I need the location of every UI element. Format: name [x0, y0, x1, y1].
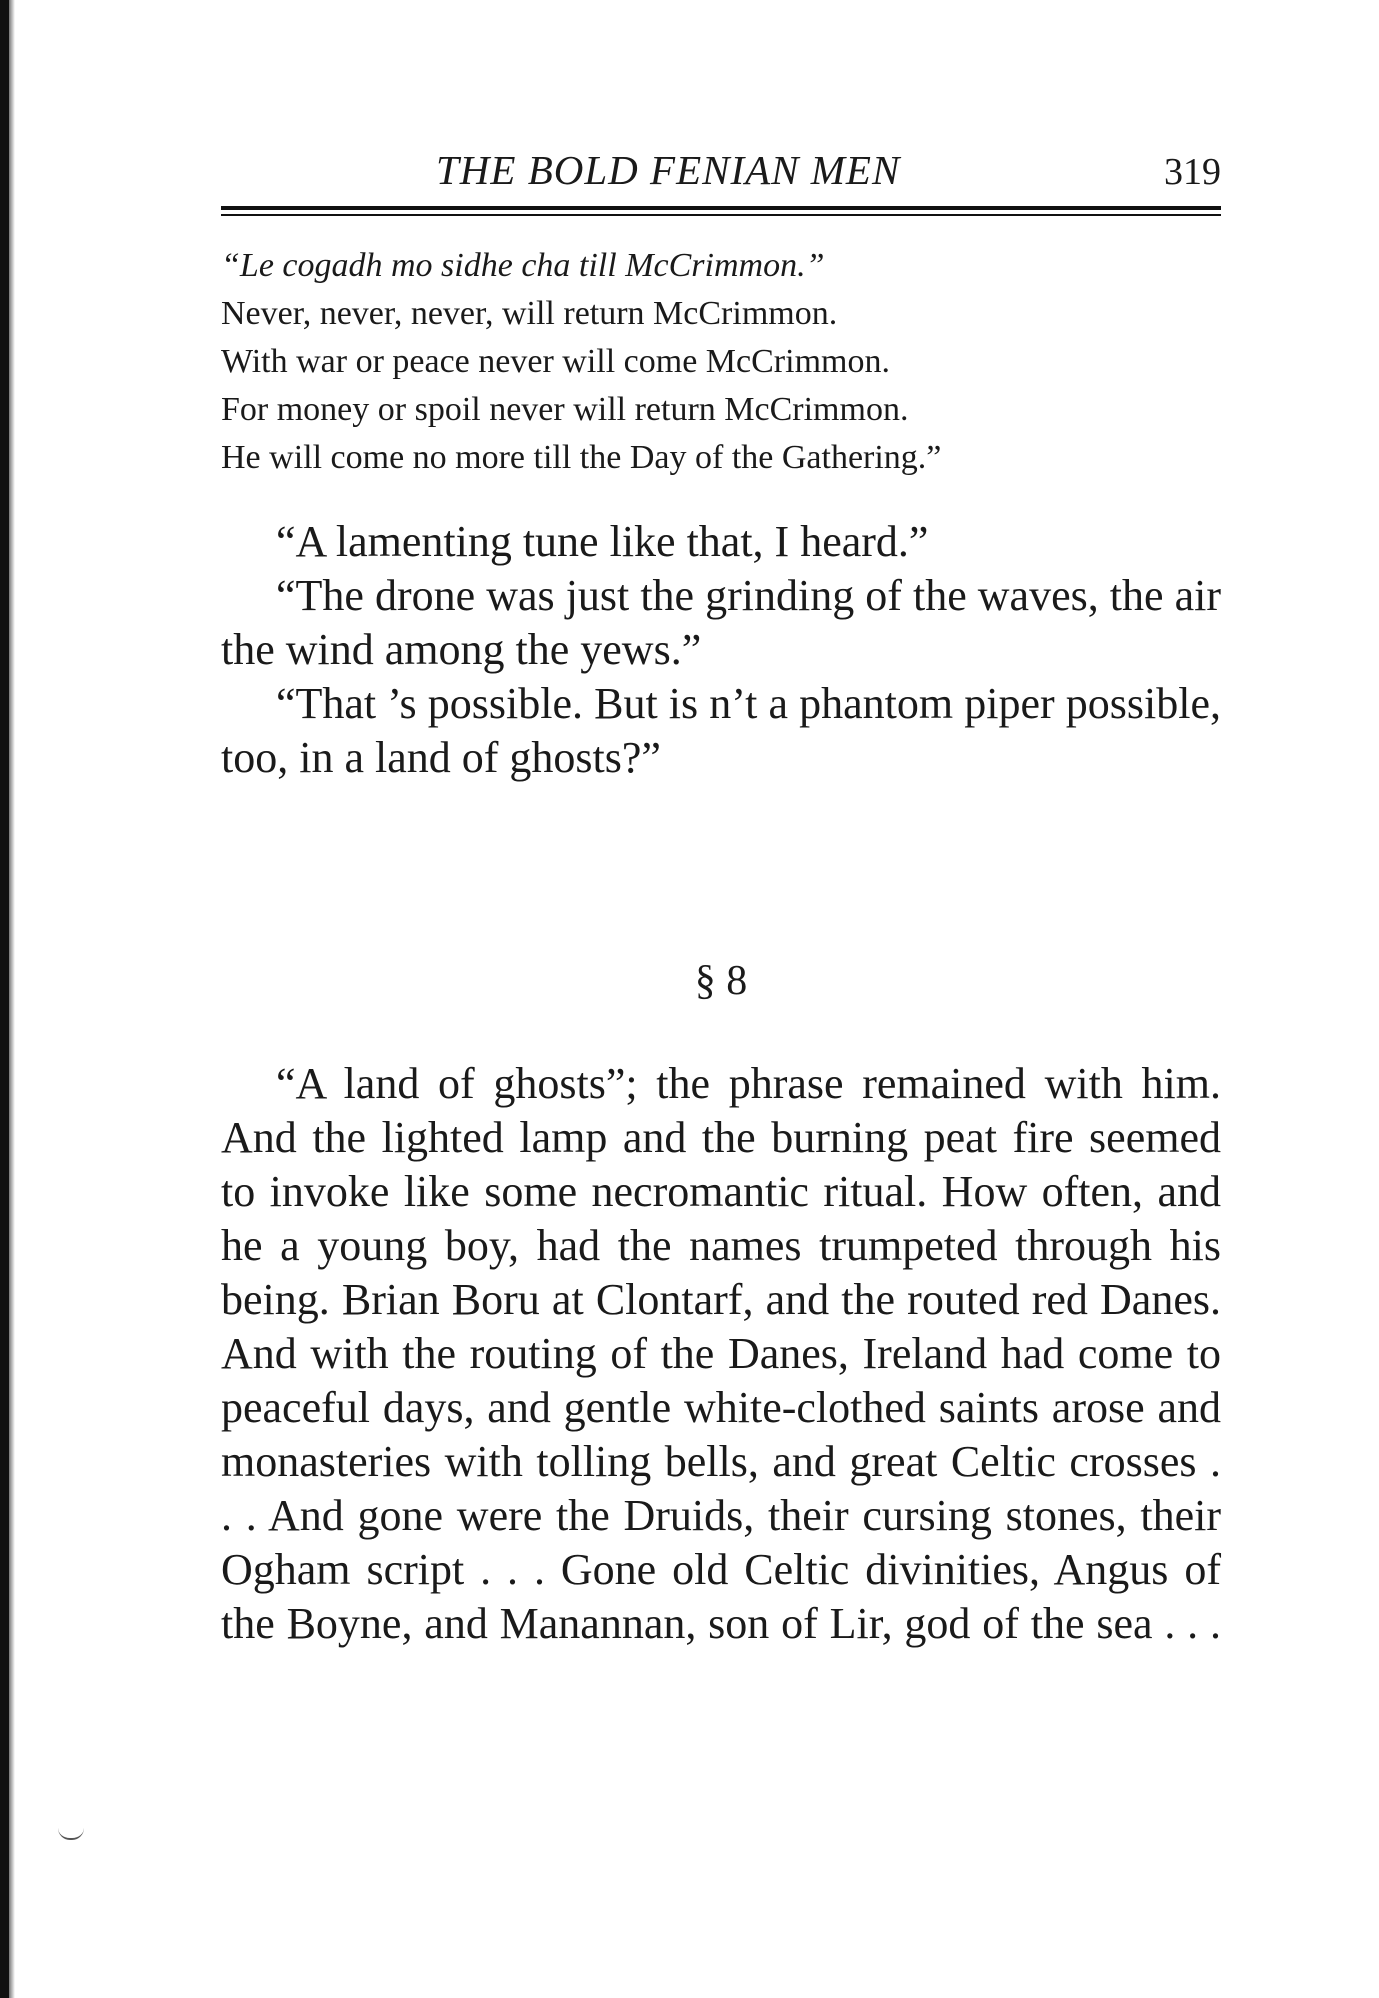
dialogue-paragraph: “That ’s possible. But is n’t a phantom piper possible, too, in a land of ghosts?”: [221, 679, 1221, 782]
verse-line: With war or peace never will come McCrimmon.: [221, 343, 890, 380]
verse-line: For money or spoil never will return McCrimmon.: [221, 391, 909, 428]
verse-block: [221, 242, 1221, 482]
dialogue-paragraph: “The drone was just the grinding of the waves, the air the wind among the yews.”: [221, 571, 1221, 674]
header-rule-thick: [221, 206, 1221, 210]
page-header: [221, 140, 1221, 198]
running-head: THE BOLD FENIAN MEN: [436, 147, 901, 193]
dialogue-paragraph: “A lamenting tune like that, I heard.”: [276, 517, 929, 566]
body-block: [221, 1057, 1221, 1651]
verse-gaelic-line: “Le cogadh mo sidhe cha till McCrimmon.”: [221, 247, 825, 284]
binding-shadow: [9, 0, 15, 1998]
book-page: [221, 140, 1221, 1648]
binding-edge: [0, 0, 9, 1998]
body-paragraph: “A land of ghosts”; the phrase remained with him. And the lighted lamp and the burning peat fire seemed to invoke like some necromantic ritual. How often, and he a young boy, had the names trumpeted through his being. Brian Boru at Clontarf, and the routed red Danes. And with the routing of the Danes, Ireland had come to peaceful days, and gentle white-clothed saints arose and monasteries with tolling bells, and great Celtic crosses . . . And gone were the Druids, their cursing stones, their Ogham script . . . Gone old Celtic divinities, Angus of the Boyne, and Manannan, son of Lir, god of the sea . . .: [221, 1059, 1221, 1648]
page-number: 319: [1164, 151, 1221, 193]
verse-line: Never, never, never, will return McCrimmon.: [221, 295, 838, 332]
ink-mark: [58, 1828, 84, 1840]
verse-line: He will come no more till the Day of the Gathering.”: [221, 439, 942, 476]
header-rule-thin: [221, 214, 1221, 216]
dialogue-block: [221, 515, 1221, 785]
section-heading: § 8: [694, 958, 748, 1004]
